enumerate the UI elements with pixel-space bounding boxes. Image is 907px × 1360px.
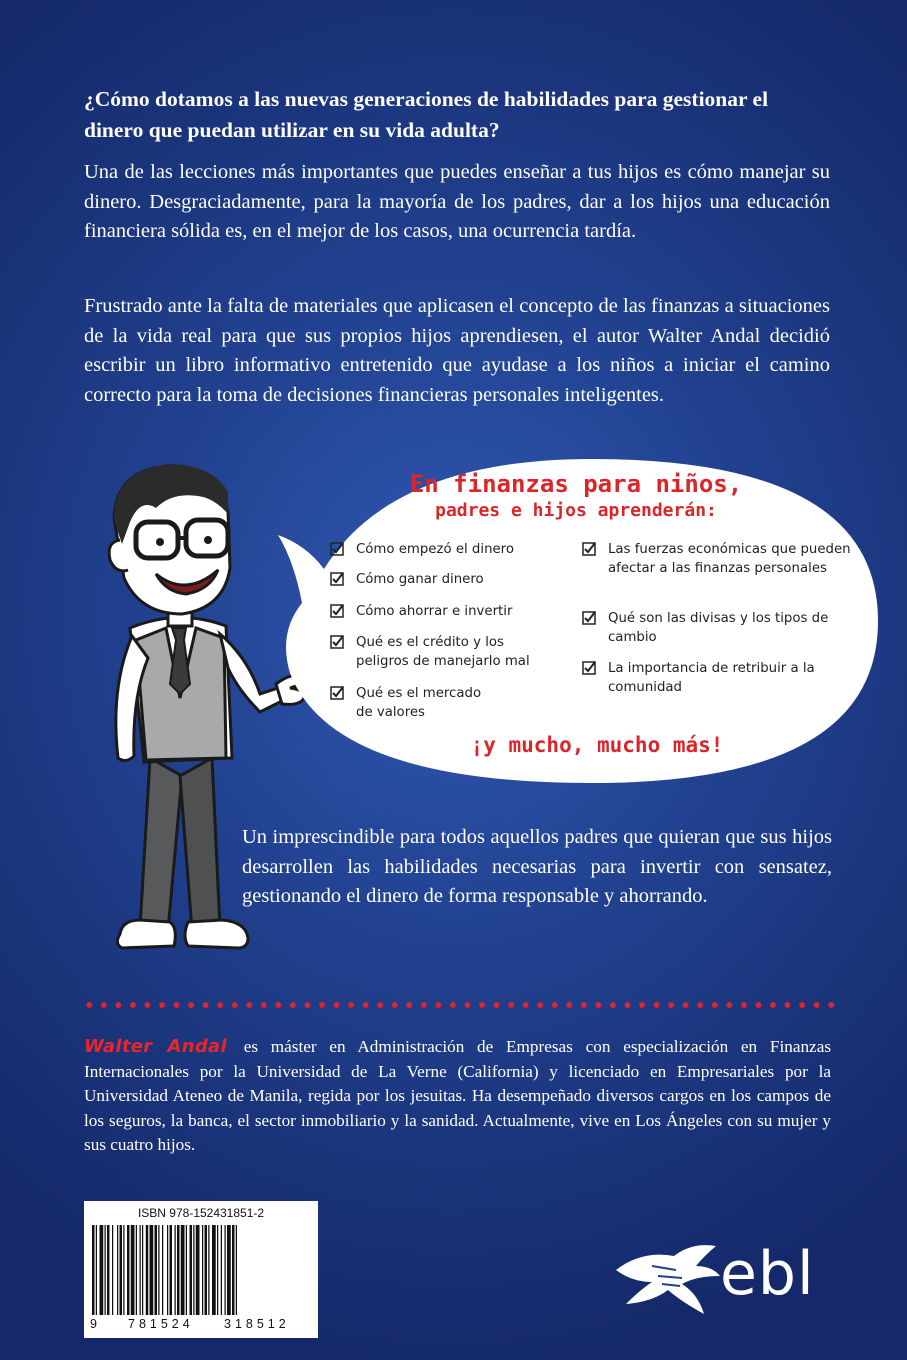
barcode-bar [227,1225,231,1315]
barcode-digit-group2: 318512 [224,1317,290,1331]
lead-question: ¿Cómo dotamos a las nuevas generaciones de habilidades para gestionar el dinero que puedan utilizar en su vida adulta? [84,87,769,142]
list-item [582,609,842,647]
list-item-label: Cómo ahorrar e invertir [356,604,513,619]
checkbox-checked-icon [330,686,344,700]
isbn-label: ISBN 978-152431851-2 [137,1206,265,1220]
barcode-bar [142,1225,143,1315]
closing-paragraph: Un imprescindible para todos aquellos padres que quieran que sus hijos desarrollen las habilidades necesarias para invertir con sensatez, gestionando el dinero de forma responsable y ahorrando. [242,826,832,907]
barcode-bar [158,1225,159,1315]
list-item [330,684,500,722]
speech-bubble [272,453,880,787]
author-bio [84,1035,831,1158]
bubble-title: En finanzas para niños, [409,470,743,498]
barcode-bar [217,1225,218,1315]
publisher-logo [612,1222,842,1332]
barcode-bar [100,1225,104,1315]
publisher-bird-book-icon [612,1222,722,1322]
barcode-bar [117,1225,118,1315]
barcode-bar [155,1225,158,1315]
barcode-bar [107,1225,110,1315]
list-item-label: Cómo empezó el dinero [356,542,514,557]
list-item-label: La importancia de retribuir a la comunidad [608,661,815,695]
barcode-bar [150,1225,154,1315]
list-item [330,602,560,621]
checkbox-checked-icon [582,661,596,675]
checkbox-checked-icon [330,572,344,586]
list-item-label: Cómo ganar dinero [356,572,484,587]
barcode-bar [212,1225,216,1315]
barcode-bar [146,1225,149,1315]
barcode-bar [208,1225,209,1315]
checkbox-checked-icon [330,635,344,649]
barcode-bar [236,1225,237,1315]
barcode-bar [177,1225,180,1315]
barcode-bar [225,1225,226,1315]
publisher-logo-text: ebl [720,1239,815,1309]
barcode-bar [181,1225,185,1315]
dotted-divider [82,1001,834,1009]
barcode-bar [105,1225,106,1315]
barcode-bars [92,1225,312,1315]
author-motivation-paragraph: Frustrado ante la falta de materiales que aplicasen el concepto de las finanzas a situaciones de la vida real para que sus propios hijos aprendiesen, el autor Walter Andal decidió escribir un libro informativo entretenido que ayudase a los niños a iniciar el camino correcto para la toma de decisiones financieras personales inteligentes. [84,295,830,406]
barcode-bar [140,1225,141,1315]
barcode-bar [96,1225,97,1315]
checkbox-checked-icon [582,611,596,625]
list-item-label: Las fuerzas económicas que pueden afectar a las finanzas personales [608,542,851,576]
checkbox-checked-icon [330,604,344,618]
barcode-digit-first: 9 [90,1317,97,1331]
list-item [582,540,852,578]
barcode-bar [120,1225,123,1315]
barcode-bar [131,1225,135,1315]
author-bio-text: es máster en Administración de Empresas con especialización en Finanzas Internacionales por la Universidad de La Verne (California) y licenciado en Empresariales por la Universidad Ateneo de Manila, regida por los jesuitas. Ha desempeñado diversos cargos en los campos de los seguros, la banca, el sector inmobiliario y la sanidad. Actualmente, vive en Los Ángeles con su mujer y sus cuatro hijos. [84,1037,832,1155]
barcode-bar [127,1225,130,1315]
checkbox-checked-icon [330,542,344,556]
barcode-bar [92,1225,95,1315]
barcode-bar [202,1225,203,1315]
list-item-label: Qué es el mercado de valores [356,686,482,720]
barcode-bar [232,1225,235,1315]
bubble-subtitle: padres e hijos aprenderán: [435,500,717,521]
barcode-bar [196,1225,200,1315]
checkbox-checked-icon [582,542,596,556]
barcode-bar [193,1225,194,1315]
barcode-bar [170,1225,173,1315]
bubble-more-text: ¡y mucho, mucho más! [470,733,724,757]
barcode-bar [167,1225,168,1315]
list-item-label: Qué es el crédito y los peligros de manejarlo mal [356,635,530,669]
list-item [330,570,560,589]
author-name: Walter Andal [84,1036,227,1057]
barcode-digit-group1: 781524 [128,1317,194,1331]
barcode-bar [162,1225,163,1315]
intro-paragraph: Una de las lecciones más importantes que puedes enseñar a tus hijos es cómo manejar su dinero. Desgraciadamente, para la mayoría de los padres, dar a los hijos una educación financiera sólida es, en el mejor de los casos, una ocurrencia tardía. [84,161,830,242]
barcode-bar [175,1225,176,1315]
barcode-bar [190,1225,193,1315]
isbn-barcode [84,1201,318,1338]
barcode-bar [205,1225,208,1315]
barcode-bar [123,1225,124,1315]
list-item-label: Qué son las divisas y los tipos de cambio [608,611,829,645]
list-item [330,540,560,559]
barcode-bar [136,1225,137,1315]
barcode-bar [112,1225,113,1315]
barcode-bar [221,1225,222,1315]
barcode-digits [84,1317,318,1333]
list-item [330,633,530,671]
list-item [582,659,832,697]
barcode-bar [186,1225,187,1315]
